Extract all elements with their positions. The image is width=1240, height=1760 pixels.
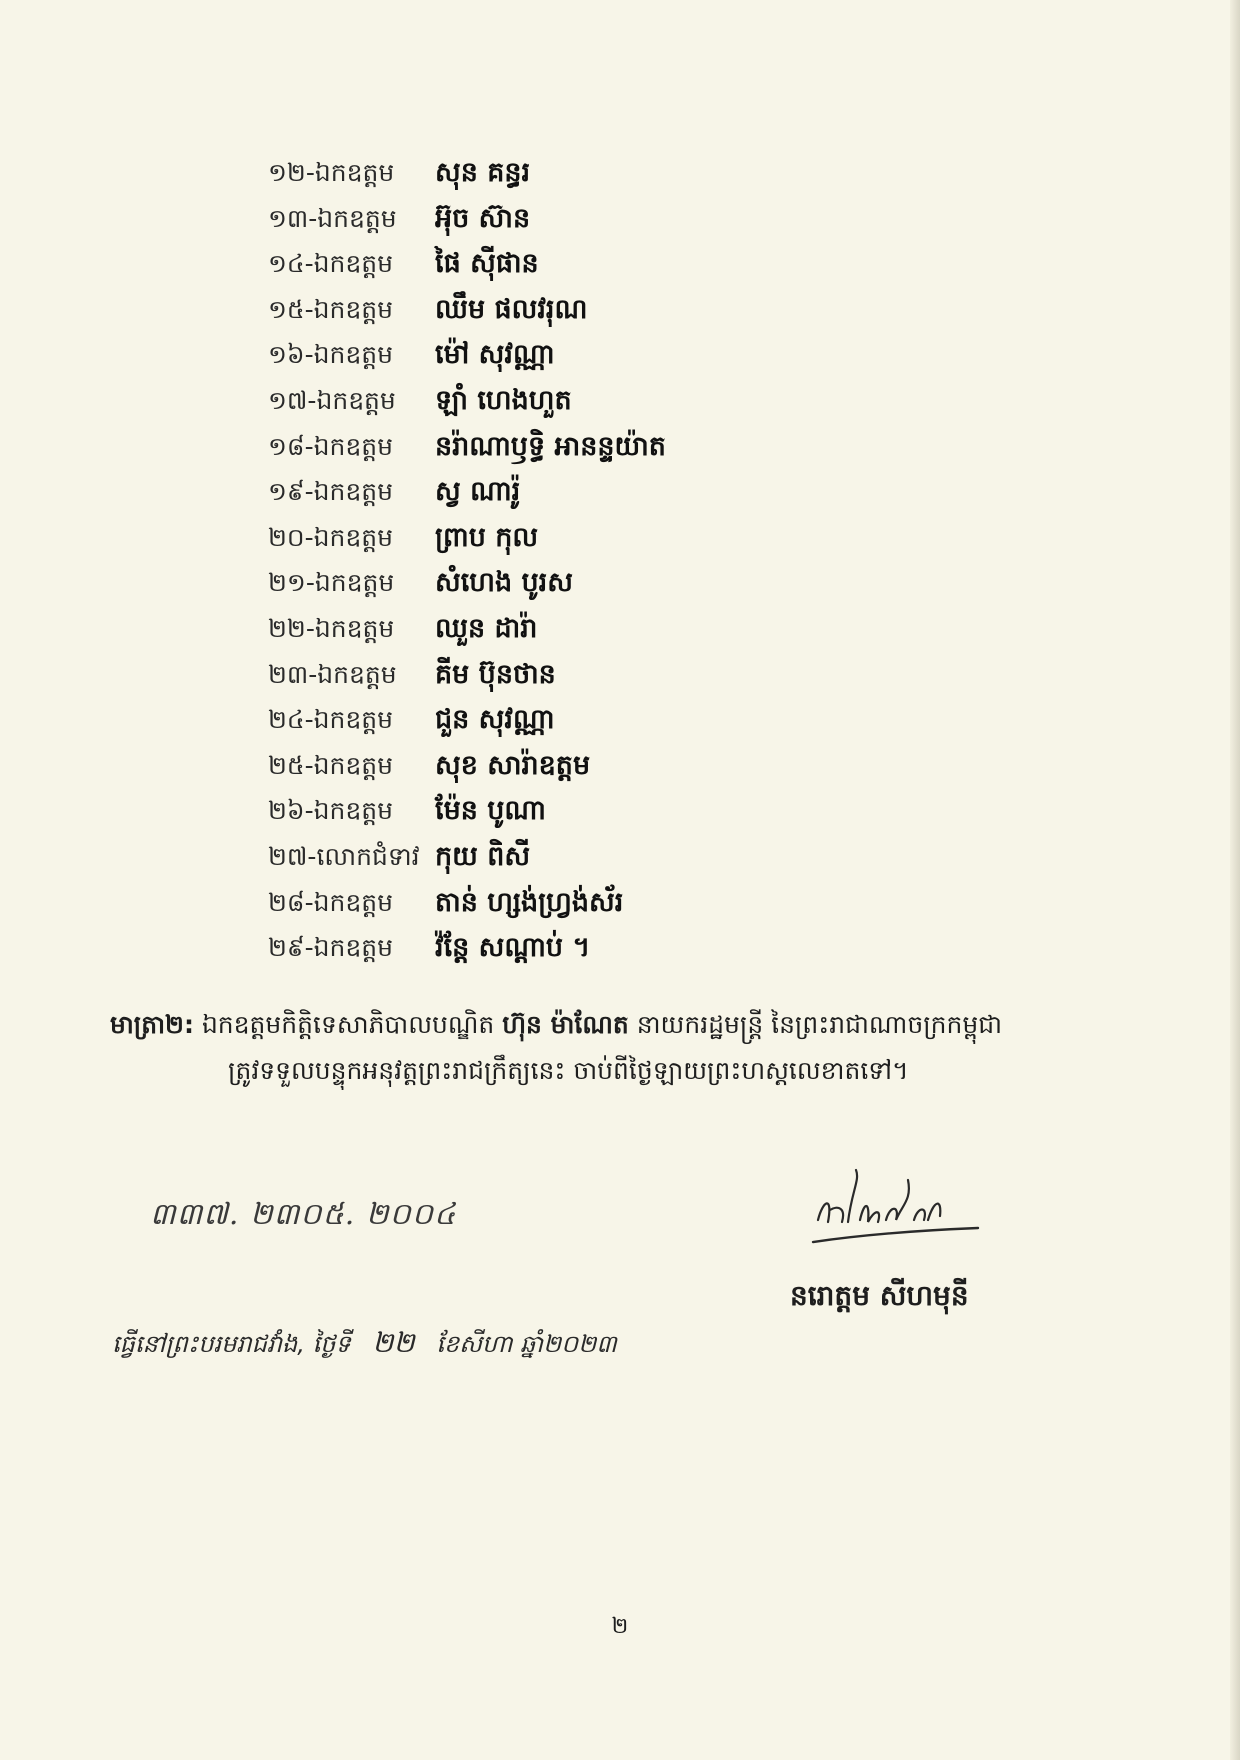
member-name: ម៉ែន បូណា <box>435 795 546 827</box>
list-item <box>268 652 968 698</box>
prime-minister-name: ហ៊ុន ម៉ាណែត <box>502 1010 629 1039</box>
member-number: ១២-ឯកឧត្តម <box>268 158 395 187</box>
list-item <box>268 606 968 652</box>
member-number: ២៥-ឯកឧត្តម <box>268 750 393 780</box>
member-number: ២១-ឯកឧត្តម <box>268 568 395 598</box>
member-number: ១៩-ឯកឧត្តម <box>268 477 393 507</box>
list-item <box>268 332 968 378</box>
list-item <box>268 469 968 515</box>
place-date-line <box>112 1325 617 1366</box>
signer-name: នរោត្តម សីហមុនី <box>790 1279 969 1312</box>
member-number: ២៤-ឯកឧត្តម <box>268 705 393 735</box>
royal-signature <box>808 1150 983 1250</box>
member-name: តាន់ ហ្សង់ហ្វ្រង់ស័រ <box>435 886 624 918</box>
article-text-after: នាយករដ្ឋមន្ត្រី នៃព្រះរាជាណាចក្រកម្ពុជា <box>636 1010 1003 1039</box>
article-line-1 <box>110 1002 1140 1048</box>
place-date-suffix: ខែសីហា ឆ្នាំ២០២៣ <box>436 1330 617 1358</box>
member-name: កុយ ពិសី <box>435 840 531 872</box>
member-number: ២២-ឯកឧត្តម <box>268 613 395 643</box>
article-line-2: ត្រូវទទួលបន្ទុកអនុវត្តព្រះរាជក្រឹត្យនេះ ចាប់ពីថ្ងៃឡាយព្រះហស្តលេខាតទៅ។ <box>228 1056 909 1085</box>
list-item <box>268 880 968 926</box>
list-item <box>268 925 968 971</box>
member-name: ឈួន ដារ៉ា <box>435 612 538 644</box>
list-item <box>268 788 968 834</box>
list-item <box>268 241 968 287</box>
member-number: ១៤-ឯកឧត្តម <box>268 249 393 279</box>
member-name: សុន គន្ធរ <box>435 157 531 188</box>
handwritten-reference: ៣៣៧. ២៣០៥. ២០០៤ <box>150 1197 457 1232</box>
paper-edge <box>1230 0 1240 1760</box>
member-name: សំហេង បូរស <box>435 567 573 599</box>
member-number: ២០-ឯកឧត្តម <box>268 522 393 552</box>
list-item <box>268 515 968 561</box>
member-name: ព្រាប កុល <box>435 521 539 553</box>
list-item <box>268 424 968 470</box>
member-number: ២៣-ឯកឧត្តម <box>268 659 397 689</box>
member-number: ១៧-ឯកឧត្តម <box>268 385 396 415</box>
handwritten-day: ២២ <box>372 1326 415 1359</box>
member-number: ២៩-ឯកឧត្តម <box>268 933 393 963</box>
member-name: ជួន សុវណ្ណា <box>435 704 555 736</box>
member-name: ឈឹម ផលវរុណ <box>435 293 588 325</box>
list-item <box>268 743 968 789</box>
member-name: វ៉ន្តែ សណ្តាប់ ។ <box>435 932 591 964</box>
member-number: ២៧-លោកជំទាវ <box>268 841 420 871</box>
list-item <box>268 697 968 743</box>
list-item <box>268 834 968 880</box>
member-number: ១៦-ឯកឧត្តម <box>268 340 393 370</box>
member-name: ឡាំ ហេងហួត <box>435 384 572 416</box>
member-number: ២៨-ឯកឧត្តម <box>268 887 393 917</box>
list-item <box>268 196 968 242</box>
article-text-before: ឯកឧត្តមកិត្តិទេសាភិបាលបណ្ឌិត <box>201 1010 495 1039</box>
member-list <box>268 150 968 971</box>
page-number: ២ <box>611 1614 629 1639</box>
list-item <box>268 150 968 196</box>
list-item <box>268 287 968 333</box>
article-2 <box>110 1002 1140 1094</box>
list-item <box>268 560 968 606</box>
member-name: ផៃ ស៊ីផាន <box>435 248 539 280</box>
place-date-prefix: ធ្វើនៅព្រះបរមរាជវាំង, ថ្ងៃទី <box>112 1330 351 1358</box>
member-number: ១៣-ឯកឧត្តម <box>268 203 397 233</box>
member-number: ២៦-ឯកឧត្តម <box>268 796 393 826</box>
member-name: សុខ សារ៉ាឧត្តម <box>435 749 591 781</box>
member-name: គីម ប៊ុនថាន <box>435 658 556 690</box>
member-name: ម៉ៅ សុវណ្ណា <box>435 339 555 371</box>
member-name: នរ៉ាណាឫទ្ធិ អានន្ទយ៉ាត <box>435 430 666 462</box>
member-number: ១៨-ឯកឧត្តម <box>268 431 393 461</box>
member-name: ស្វ ណារ៉ូ <box>435 476 521 508</box>
member-name: អ៊ុច ស៊ាន <box>435 202 531 234</box>
list-item <box>268 378 968 424</box>
article-label: មាត្រា២: <box>110 1010 194 1039</box>
member-number: ១៥-ឯកឧត្តម <box>268 294 393 324</box>
